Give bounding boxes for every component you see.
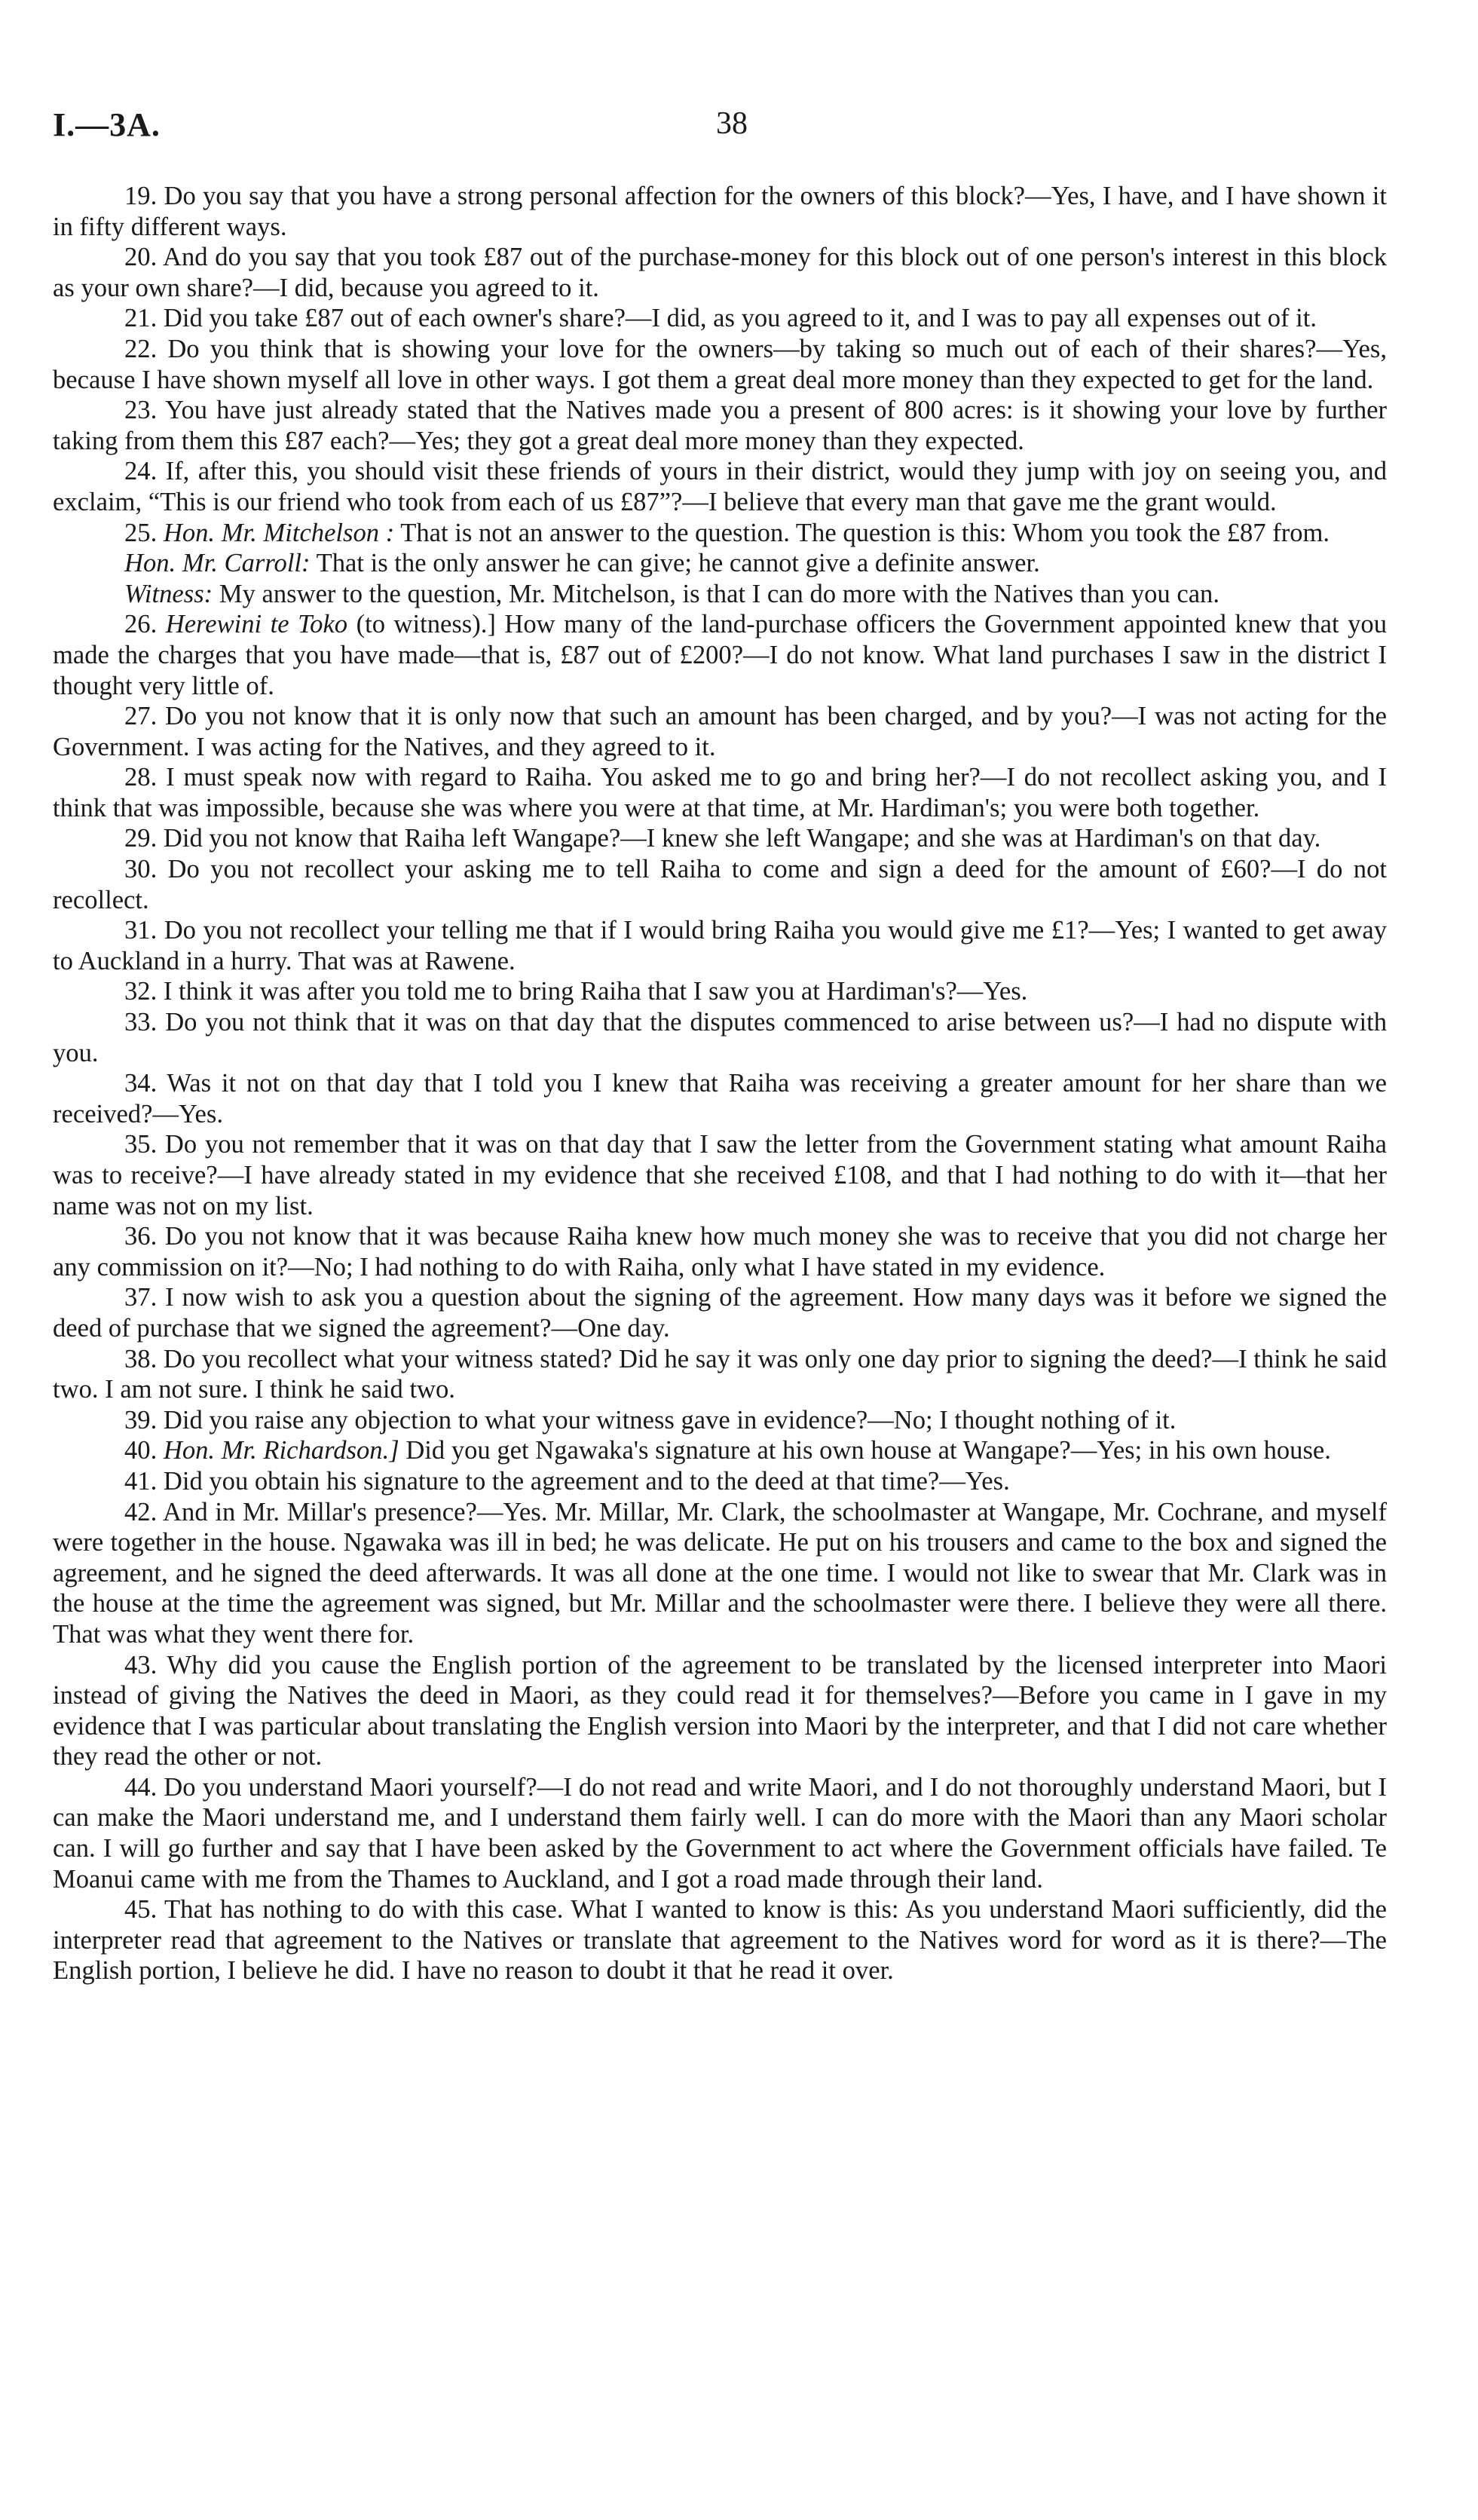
paragraph-26: 26. Herewini te Toko (to witness).] How many of the land-purchase officers the Government appointed knew that you made the charges that you have made—that is, £87 out of £200?—I do not know. What land purchases I saw in the district I thought very little of.	[53, 610, 1388, 700]
paragraph-21: 21. Did you take £87 out of each owner's share?—I did, as you agreed to it, and I was to pay all expenses out of it.	[124, 304, 1317, 333]
paragraph-19: 19. Do you say that you have a strong personal affection for the owners of this block?—Yes, I have, and I have shown it in fifty different ways.	[53, 182, 1387, 241]
paragraph-39: 39. Did you raise any objection to what your witness gave in evidence?—No; I thought nothing of it.	[124, 1405, 1177, 1435]
paragraph-42: 42. And in Mr. Millar's presence?—Yes. Mr. Millar, Mr. Clark, the schoolmaster at Wangape, Mr. Cochrane, and myself were together in the house. Ngawaka was ill in bed; he was delicate. He put on his trousers and came to the box and signed the agreement, and he signed the deed afterwards. It was all done at the one time. I would not like to swear that Mr. Clark was in the house at the time the agreement was signed, but Mr. Millar and the schoolmaster were there. I believe they were all there. That was what they went there for.	[53, 1497, 1387, 1649]
paragraph-22: 22. Do you think that is showing your love for the owners—by taking so much out of each of their shares?—Yes, because I have shown myself all love in other ways. I got them a great deal more money than they expected to get for the land.	[53, 334, 1387, 394]
paragraph-44: 44. Do you understand Maori yourself?—I do not read and write Maori, and I do not thoroughly understand Maori, but I can make the Maori understand me, and I understand them fairly well. I can do more with the Maori than any Maori scholar can. I will go further and say that I have been asked by the Government to act where the Government officials have failed. Te Moanui came with me from the Thames to Auckland, and I got a road made through their land.	[53, 1772, 1387, 1894]
paragraph-29: 29. Did you not know that Raiha left Wangape?—I knew she left Wangape; and she was at Hardiman's on that day.	[124, 824, 1321, 853]
paragraph-41: 41. Did you obtain his signature to the agreement and to the deed at that time?—Yes.	[124, 1466, 1010, 1496]
speaker-name: Herewini te Toko	[165, 610, 348, 639]
document-body	[53, 181, 1387, 1986]
paragraph-28: 28. I must speak now with regard to Raiha. You asked me to go and bring her?—I do not recollect asking you, and I think that was impossible, because she was where you were at that time, at Mr. Hardiman's; you were both together.	[53, 763, 1387, 822]
paragraph-31: 31. Do you not recollect your telling me that if I would bring Raiha you would give me £1?—Yes; I wanted to get away to Auckland in a hurry. That was at Rawene.	[53, 916, 1387, 975]
paragraph-27: 27. Do you not know that it is only now that such an amount has been charged, and by you?—I was not acting for the Government. I was acting for the Natives, and they agreed to it.	[53, 702, 1387, 761]
document-reference: I.—3A.	[53, 106, 161, 143]
paragraph-25: 25. Hon. Mr. Mitchelson : That is not an answer to the question. The question is this: Whom you took the £87 from.	[124, 518, 1330, 547]
paragraph-witness: Witness: My answer to the question, Mr. Mitchelson, is that I can do more with the Natives than you can.	[124, 579, 1219, 608]
paragraph-37: 37. I now wish to ask you a question about the signing of the agreement. How many days was it before we signed the deed of purchase that we signed the agreement?—One day.	[53, 1283, 1387, 1343]
paragraph-43: 43. Why did you cause the English portion of the agreement to be translated by the licensed interpreter into Maori instead of giving the Natives the deed in Maori, as they could read it for themselves?—Before you came in I gave in my evidence that I was particular about translating the English version into Maori by the interpreter, and that I did not care whether they read the other or not.	[53, 1650, 1387, 1771]
speaker-name: Hon. Mr. Mitchelson :	[163, 518, 395, 547]
paragraph-40: 40. Hon. Mr. Richardson.] Did you get Ngawaka's signature at his own house at Wangape?—Yes; in his own house.	[124, 1436, 1331, 1465]
paragraph-24: 24. If, after this, you should visit these friends of yours in their district, would they jump with joy on seeing you, and exclaim, “This is our friend who took from each of us £87”?—I believe that every man that gave me the grant would.	[53, 457, 1387, 516]
paragraph-35: 35. Do you not remember that it was on that day that I saw the letter from the Government stating what amount Raiha was to receive?—I have already stated in my evidence that she received £108, and that I had nothing to do with it—that her name was not on my list.	[53, 1130, 1387, 1220]
page-header	[53, 106, 1409, 158]
speaker-name: Hon. Mr. Richardson.]	[163, 1436, 399, 1465]
paragraph-30: 30. Do you not recollect your asking me to tell Raiha to come and sign a deed for the amount of £60?—I do not recollect.	[53, 855, 1387, 914]
paragraph-33: 33. Do you not think that it was on that day that the disputes commenced to arise between us?—I had no dispute with you.	[53, 1008, 1387, 1067]
paragraph-34: 34. Was it not on that day that I told you I knew that Raiha was receiving a greater amount for her share than we received?—Yes.	[53, 1069, 1387, 1128]
page-number: 38	[716, 106, 748, 141]
paragraph-carroll: Hon. Mr. Carroll: That is the only answer he can give; he cannot give a definite answer.	[124, 549, 1040, 578]
paragraph-38: 38. Do you recollect what your witness stated? Did he say it was only one day prior to signing the deed?—I think he said two. I am not sure. I think he said two.	[53, 1344, 1387, 1404]
speaker-name: Witness:	[124, 579, 213, 608]
paragraph-32: 32. I think it was after you told me to bring Raiha that I saw you at Hardiman's?—Yes.	[124, 977, 1028, 1006]
paragraph-23: 23. You have just already stated that the Natives made you a present of 800 acres: is it showing your love by further taking from them this £87 each?—Yes; they got a great deal more money than they expected.	[53, 396, 1387, 455]
paragraph-20: 20. And do you say that you took £87 out of the purchase-money for this block out of one person's interest in this block as your own share?—I did, because you agreed to it.	[53, 243, 1387, 302]
paragraph-36: 36. Do you not know that it was because Raiha knew how much money she was to receive that you did not charge her any commission on it?—No; I had nothing to do with Raiha, only what I have stated in my evidence.	[53, 1222, 1387, 1281]
speaker-name: Hon. Mr. Carroll:	[124, 549, 311, 578]
paragraph-45: 45. That has nothing to do with this case. What I wanted to know is this: As you understand Maori sufficiently, did the interpreter read that agreement to the Natives or translate that agreement to the Natives word for word as it is there?—The English portion, I believe he did. I have no reason to doubt it that he read it over.	[53, 1895, 1387, 1986]
